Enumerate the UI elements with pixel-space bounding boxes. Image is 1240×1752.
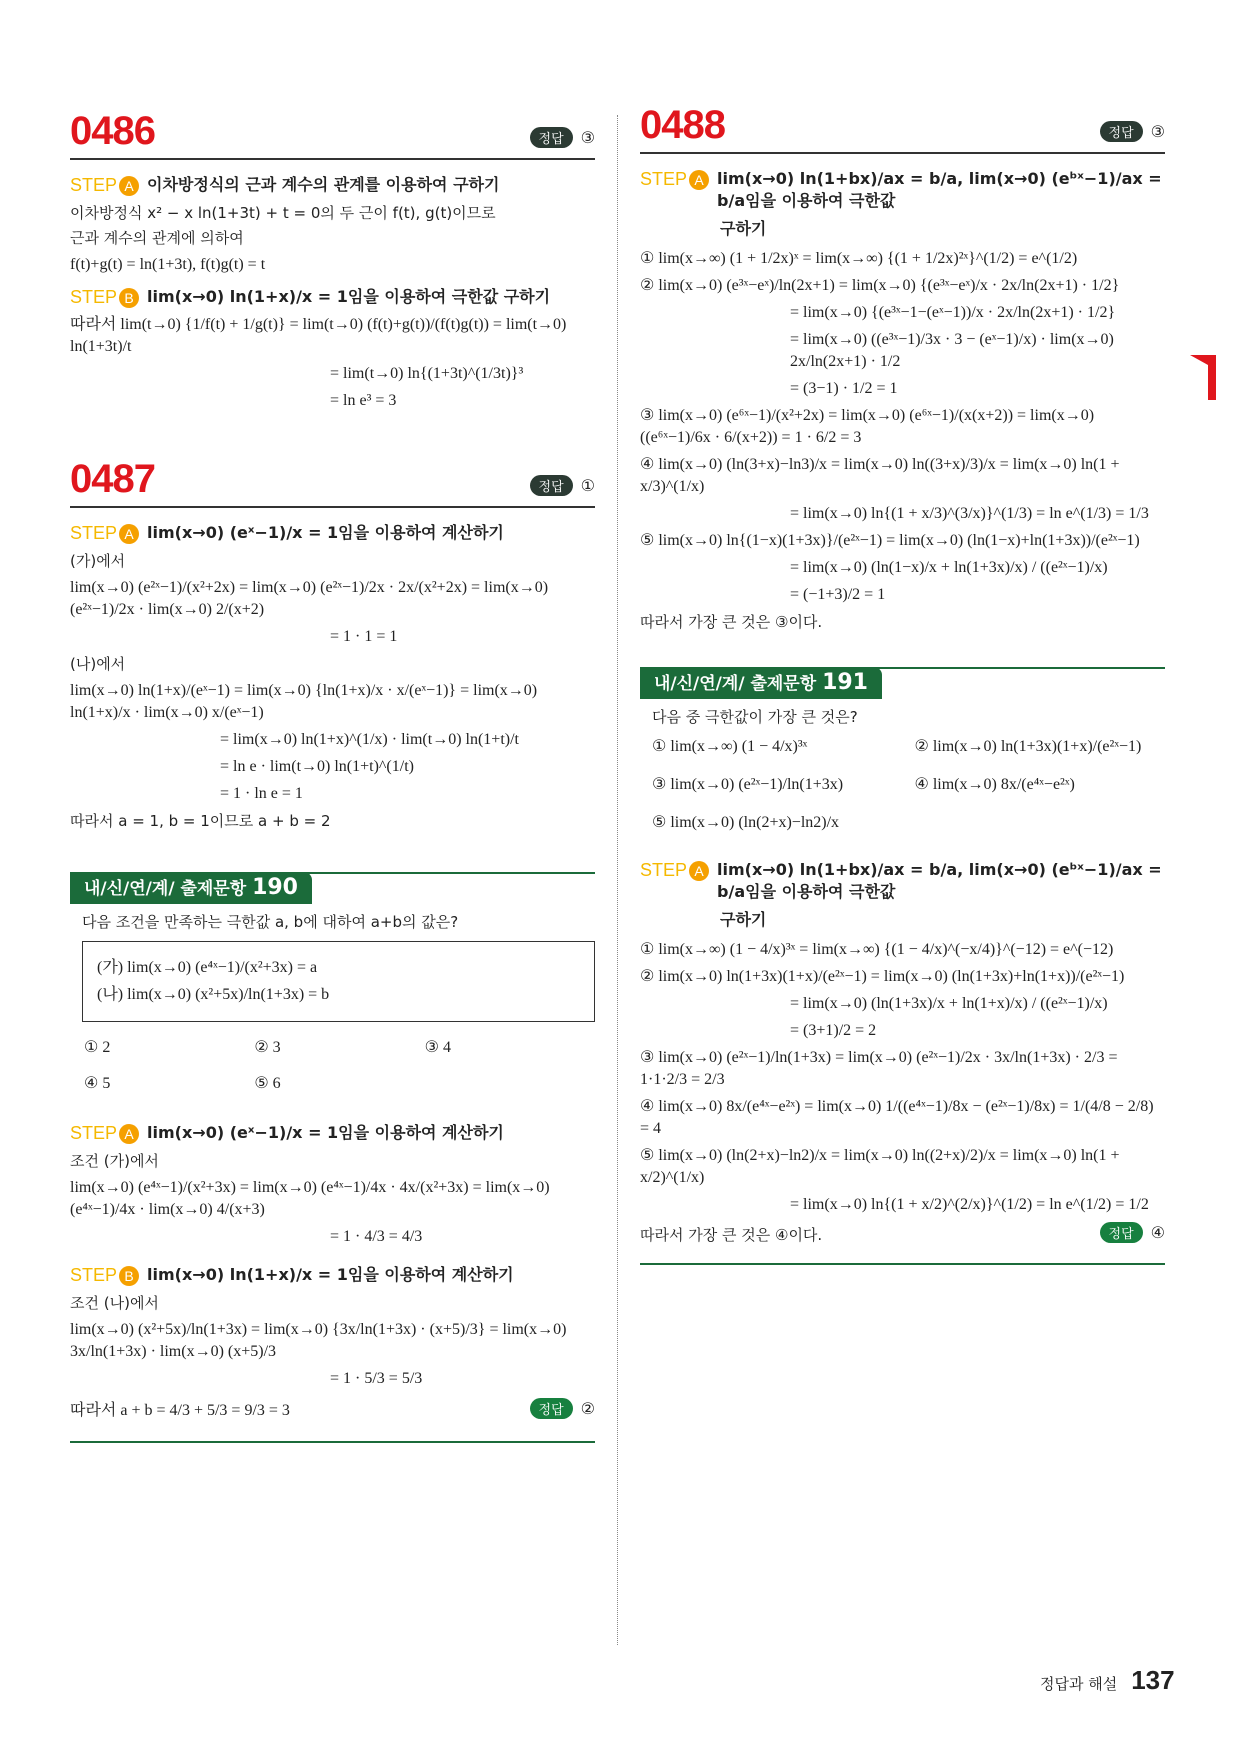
- banner-rule: [70, 872, 595, 908]
- choice: ⑤ lim(x→0) (ln(2+x)−ln2)/x: [652, 814, 840, 831]
- choice: ② lim(x→0) ln(1+3x)(1+x)/(e²ˣ−1): [914, 738, 1142, 755]
- text-line: 조건 (가)에서: [70, 1152, 159, 1170]
- step-a-heading: STEP A lim(x→0) (eˣ−1)/x = 1임을 이용하여 계산하기: [70, 523, 504, 543]
- math-line: = 1 · ln e = 1: [220, 785, 303, 802]
- answer-value: ③: [580, 128, 595, 147]
- answer-badge: [530, 1398, 595, 1419]
- text-line: 조건 (나)에서: [70, 1294, 159, 1312]
- answer-label: 정답: [1100, 1222, 1143, 1243]
- math-line: lim(x→0) (x²+5x)/ln(1+3x) = lim(x→0) {3x/ln(1+3x) · (x+5)/3} = lim(x→0) 3x/ln(1+3x) · lim(x→0) (x+5)/3: [70, 1321, 567, 1360]
- math-line: ③ lim(x→0) (e²ˣ−1)/ln(1+3x) = lim(x→0) (e²ˣ−1)/2x · 3x/ln(1+3x) · 2/3 = 1·1·2/3 = 2/3: [640, 1049, 1118, 1088]
- conclusion-row: [70, 1395, 595, 1427]
- math-line: 따라서 lim(t→0) {1/f(t) + 1/g(t)} = lim(t→0) (f(t)+g(t))/(f(t)g(t)) = lim(t→0) ln(1+3t)/t: [70, 316, 567, 355]
- step-a-heading-cont: 구하기: [720, 910, 767, 929]
- math-line: = lim(x→0) {(e³ˣ−1−(eˣ−1))/x · 2x/ln(2x+1) · 1/2}: [790, 304, 1116, 321]
- banner-rule: [640, 667, 1165, 703]
- math-line: lim(x→0) (e²ˣ−1)/(x²+2x) = lim(x→0) (e²ˣ−1)/2x · 2x/(x²+2x) = lim(x→0) (e²ˣ−1)/2x · lim(x→0) 2/(x+2): [70, 579, 549, 618]
- math-line: ⑤ lim(x→0) ln{(1−x)(1+3x)}/(e²ˣ−1) = lim(x→0) (ln(1−x)+ln(1+3x))/(e²ˣ−1): [640, 532, 1140, 549]
- step-a-heading-cont: 구하기: [720, 219, 767, 238]
- choice: ③ lim(x→0) (e²ˣ−1)/ln(1+3x): [652, 776, 844, 793]
- problem-number: 0487: [70, 457, 155, 501]
- problem-number: 0488: [640, 103, 725, 147]
- condition-ga: (가) lim(x→0) (e⁴ˣ−1)/(x²+3x) = a: [97, 959, 318, 976]
- step-b-heading: STEP B lim(x→0) ln(1+x)/x = 1임을 이용하여 계산하기: [70, 1265, 514, 1285]
- page-edge-marker: [1208, 355, 1216, 400]
- math-line: = lim(x→0) (ln(1−x)/x + ln(1+3x)/x) / ((e²ˣ−1)/x): [790, 559, 1108, 576]
- step-a-heading: STEP A lim(x→0) ln(1+bx)/ax = b/a, lim(x→0) (eᵇˣ−1)/ax = b/a임을 이용하여 극한값: [640, 860, 1162, 901]
- step-a-heading: STEP A lim(x→0) (eˣ−1)/x = 1임을 이용하여 계산하기: [70, 1123, 504, 1143]
- step-a-heading: STEP A lim(x→0) ln(1+bx)/ax = b/a, lim(x→0) (eᵇˣ−1)/ax = b/a임을 이용하여 극한값: [640, 169, 1162, 210]
- footer-label: 정답과 해설: [1040, 1675, 1118, 1693]
- conclusion-row: [640, 1221, 1165, 1249]
- math-line: ④ lim(x→0) (ln(3+x)−ln3)/x = lim(x→0) ln((3+x)/3)/x = lim(x→0) ln(1 + x/3)^(1/x): [640, 456, 1120, 495]
- choice: ⑤ 6: [254, 1075, 281, 1092]
- section-rule: [70, 1441, 595, 1443]
- math-line: = lim(x→0) (ln(1+3x)/x + ln(1+x)/x) / ((e²ˣ−1)/x): [790, 995, 1108, 1012]
- answer-badge: [530, 475, 595, 496]
- math-line: = (−1+3)/2 = 1: [790, 586, 886, 603]
- math-line: ① lim(x→∞) (1 + 1/2x)ˣ = lim(x→∞) {(1 + 1/2x)²ˣ}^(1/2) = e^(1/2): [640, 250, 1078, 267]
- math-line: = lim(x→0) ln{(1 + x/2)^(2/x)}^(1/2) = ln e^(1/2) = 1/2: [790, 1196, 1149, 1213]
- math-line: = lim(x→0) ln{(1 + x/3)^(3/x)}^(1/3) = ln e^(1/3) = 1/3: [790, 505, 1149, 522]
- answer-value: ①: [580, 476, 595, 495]
- math-line: = 1 · 4/3 = 4/3: [330, 1228, 423, 1245]
- choice: ① 2: [84, 1039, 111, 1056]
- step-b-heading: STEP B lim(x→0) ln(1+x)/x = 1임을 이용하여 극한값 구하기: [70, 287, 551, 307]
- conclusion: 따라서 가장 큰 것은 ④이다.: [640, 1226, 823, 1244]
- answer-label: 정답: [530, 475, 573, 496]
- text-line: 근과 계수의 관계에 의하여: [70, 229, 244, 247]
- problem-banner: 내/신/연/계/ 출제문항 190: [70, 872, 312, 904]
- conclusion: 따라서 가장 큰 것은 ③이다.: [640, 613, 823, 631]
- text-line: 따라서 a = 1, b = 1이므로 a + b = 2: [70, 812, 331, 830]
- answer-badge: [530, 127, 595, 148]
- conditions-box: [82, 941, 595, 1022]
- math-line: ④ lim(x→0) 8x/(e⁴ˣ−e²ˣ) = lim(x→0) 1/((e⁴ˣ−1)/8x − (e²ˣ−1)/8x) = 1/(4/8 − 2/8) = 4: [640, 1098, 1154, 1137]
- math-line: = (3−1) · 1/2 = 1: [790, 380, 898, 397]
- answer-label: 정답: [530, 127, 573, 148]
- question-text: 다음 중 극한값이 가장 큰 것은?: [652, 708, 858, 726]
- math-line: f(t)+g(t) = ln(1+3t), f(t)g(t) = t: [70, 256, 266, 273]
- answer-value: ④: [1150, 1222, 1165, 1242]
- answer-label: 정답: [530, 1398, 573, 1419]
- column-divider: [617, 115, 618, 1645]
- text-line: (가)에서: [70, 552, 126, 570]
- answer-badge: [1100, 1222, 1165, 1243]
- choices: [70, 1032, 595, 1100]
- math-line: ① lim(x→∞) (1 − 4/x)³ˣ = lim(x→∞) {(1 − 4/x)^(−x/4)}^(−12) = e^(−12): [640, 941, 1114, 958]
- choices: [640, 731, 1165, 839]
- answer-value: ③: [1150, 122, 1165, 141]
- page-number: 137: [1131, 1665, 1175, 1695]
- condition-na: (나) lim(x→0) (x²+5x)/ln(1+3x) = b: [97, 986, 330, 1003]
- answer-label: 정답: [1100, 121, 1143, 142]
- page-footer: [1040, 1665, 1175, 1696]
- right-column: [640, 102, 1165, 1265]
- problem-header: [640, 102, 1165, 154]
- left-column: [70, 108, 595, 1443]
- text-line: (나)에서: [70, 655, 126, 673]
- math-line: ③ lim(x→0) (e⁶ˣ−1)/(x²+2x) = lim(x→0) (e⁶ˣ−1)/(x(x+2)) = lim(x→0) ((e⁶ˣ−1)/6x · 6/(x+2)) = 1 · 6/2 = 3: [640, 407, 1095, 446]
- choice: ③ 4: [424, 1039, 451, 1056]
- problem-header: [70, 456, 595, 508]
- math-line: lim(x→0) (e⁴ˣ−1)/(x²+3x) = lim(x→0) (e⁴ˣ−1)/4x · 4x/(x²+3x) = lim(x→0) (e⁴ˣ−1)/4x · lim(x→0) 4/(x+3): [70, 1179, 550, 1218]
- answer-badge: [1100, 121, 1165, 142]
- problem-banner: 내/신/연/계/ 출제문항 191: [640, 667, 882, 699]
- choice: ② 3: [254, 1039, 281, 1056]
- choice: ④ lim(x→0) 8x/(e⁴ˣ−e²ˣ): [914, 776, 1075, 793]
- math-line: 따라서 a + b = 4/3 + 5/3 = 9/3 = 3: [70, 1402, 290, 1419]
- math-line: = ln e · lim(t→0) ln(1+t)^(1/t): [220, 758, 414, 775]
- question-text: 다음 조건을 만족하는 극한값 a, b에 대하여 a+b의 값은?: [82, 913, 459, 931]
- math-line: = lim(x→0) ln(1+x)^(1/x) · lim(t→0) ln(1+t)/t: [220, 731, 519, 748]
- math-line: ⑤ lim(x→0) (ln(2+x)−ln2)/x = lim(x→0) ln((2+x)/2)/x = lim(x→0) ln(1 + x/2)^(1/x): [640, 1147, 1120, 1186]
- answer-value: ②: [580, 1398, 595, 1418]
- math-line: ② lim(x→0) (e³ˣ−eˣ)/ln(2x+1) = lim(x→0) {(e³ˣ−eˣ)/x · 2x/ln(2x+1) · 1/2}: [640, 277, 1120, 294]
- section-rule: [640, 1263, 1165, 1265]
- math-line: = (3+1)/2 = 2: [790, 1022, 877, 1039]
- text-line: 이차방정식 x² − x ln(1+3t) + t = 0의 두 근이 f(t), g(t)이므로: [70, 204, 496, 222]
- choice: ④ 5: [84, 1075, 111, 1092]
- math-line: = ln e³ = 3: [330, 392, 397, 409]
- math-line: = lim(x→0) ((e³ˣ−1)/3x · 3 − (eˣ−1)/x) · lim(x→0) 2x/ln(2x+1) · 1/2: [790, 331, 1114, 370]
- math-line: = 1 · 5/3 = 5/3: [330, 1370, 423, 1387]
- problem-header: [70, 108, 595, 160]
- math-line: ② lim(x→0) ln(1+3x)(1+x)/(e²ˣ−1) = lim(x→0) (ln(1+3x)+ln(1+x))/(e²ˣ−1): [640, 968, 1125, 985]
- math-line: = lim(t→0) ln{(1+3t)^(1/3t)}³: [330, 365, 524, 382]
- math-line: = 1 · 1 = 1: [330, 628, 398, 645]
- math-line: lim(x→0) ln(1+x)/(eˣ−1) = lim(x→0) {ln(1+x)/x · x/(eˣ−1)} = lim(x→0) ln(1+x)/x · lim(x→0) x/(eˣ−1): [70, 682, 538, 721]
- choice: ① lim(x→∞) (1 − 4/x)³ˣ: [652, 738, 808, 755]
- step-a-heading: STEP A 이차방정식의 근과 계수의 관계를 이용하여 구하기: [70, 175, 500, 195]
- problem-number: 0486: [70, 109, 155, 153]
